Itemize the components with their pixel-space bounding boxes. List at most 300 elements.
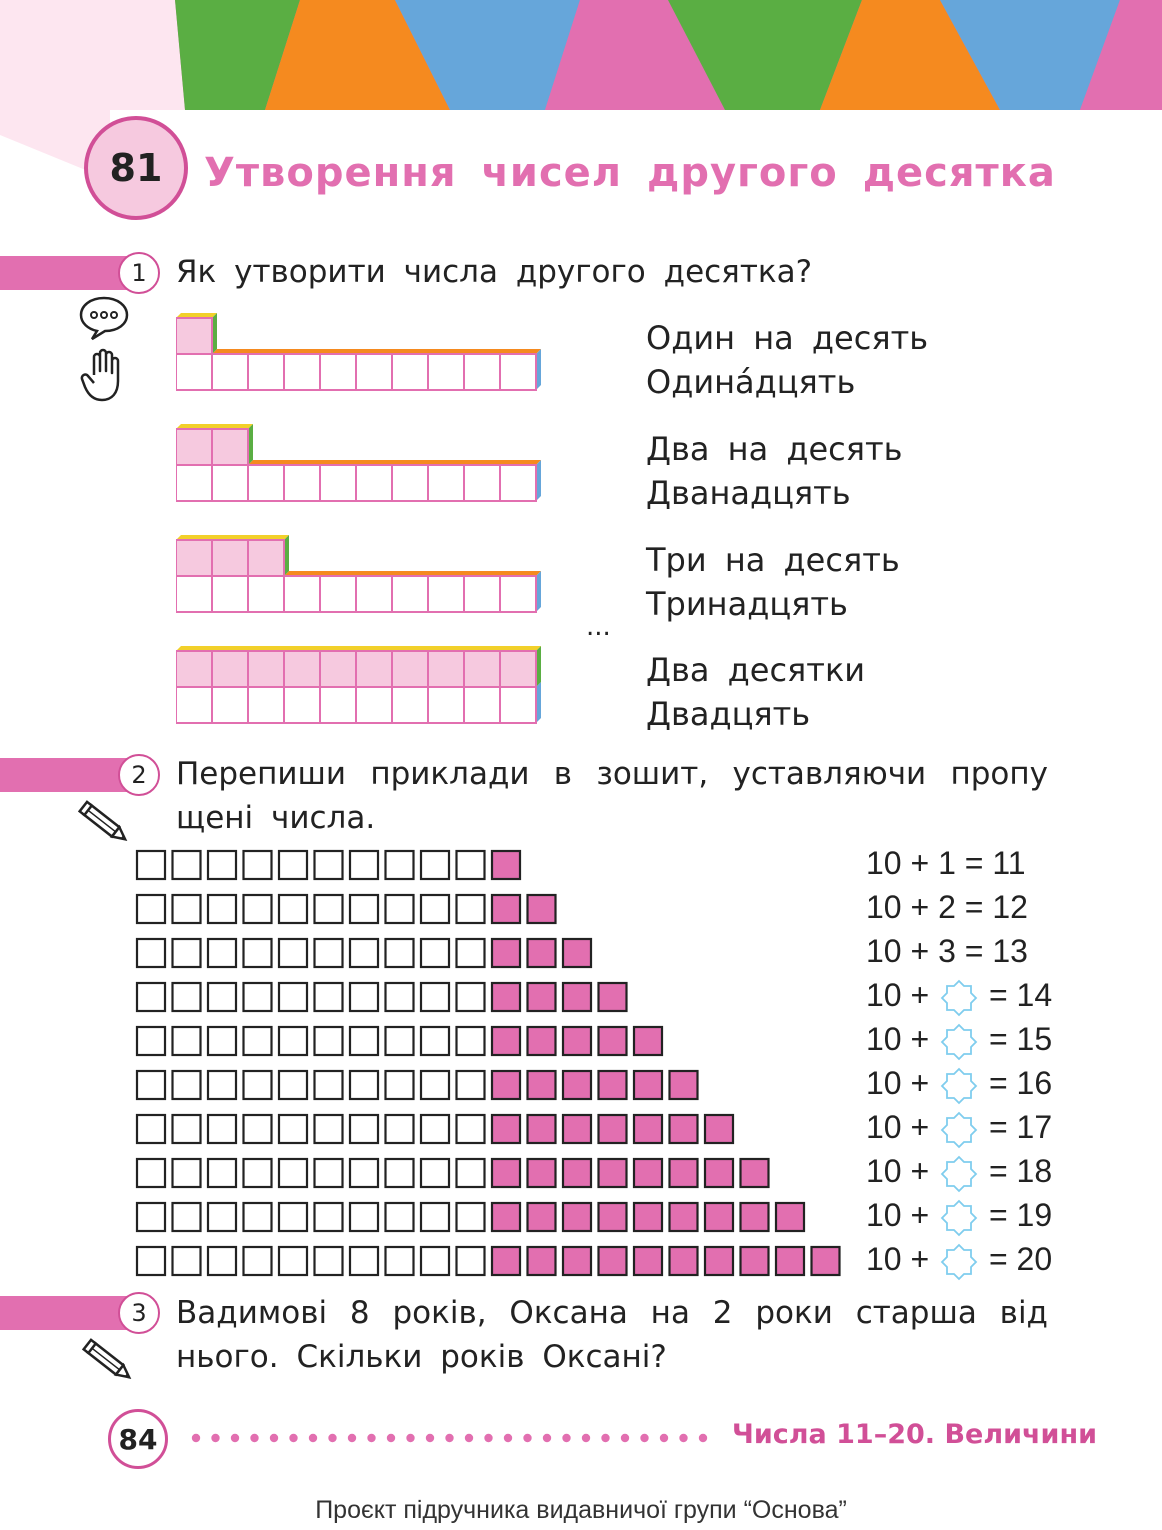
empty-square (279, 983, 307, 1011)
empty-square (279, 939, 307, 967)
ten-bar-cell (212, 354, 248, 390)
empty-square (208, 939, 236, 967)
empty-square (386, 895, 414, 923)
leader-dot (562, 1434, 570, 1442)
page-number: 84 (108, 1409, 168, 1469)
filled-square (492, 939, 520, 967)
sum: 15 (1016, 1021, 1053, 1057)
leader-dot (445, 1434, 453, 1442)
filled-square (741, 1159, 769, 1187)
leader-dot (309, 1434, 317, 1442)
empty-square (386, 939, 414, 967)
leader-dot (348, 1434, 356, 1442)
empty-square (173, 1115, 201, 1143)
blank-star-icon[interactable] (940, 1067, 978, 1105)
leader-dot (679, 1434, 687, 1442)
filled-square (528, 1203, 556, 1231)
equation-row: 10 + 1 = 11 (866, 845, 1026, 881)
addend-a: 10 (866, 1109, 902, 1145)
empty-square (244, 851, 272, 879)
unit-cube (248, 651, 284, 687)
unit-cube (500, 651, 536, 687)
empty-square (457, 1115, 485, 1143)
empty-square (208, 895, 236, 923)
equations-list (866, 841, 1052, 1281)
equation-row: 10 + = 15 (866, 1017, 1052, 1061)
leader-dot (582, 1434, 590, 1442)
unit-cube (212, 429, 248, 465)
ten-bar-cell (212, 687, 248, 723)
filled-square (563, 1247, 591, 1275)
task2-bar (0, 758, 135, 792)
empty-square (173, 1159, 201, 1187)
empty-square (208, 983, 236, 1011)
empty-square (208, 1027, 236, 1055)
hand-icon (80, 345, 130, 403)
ten-bar-cell (320, 687, 356, 723)
empty-square (421, 1115, 449, 1143)
caption-3-line1: Три на десять (646, 541, 900, 579)
filled-square (528, 1159, 556, 1187)
unit-cube (176, 429, 212, 465)
blank-star-icon[interactable] (940, 1243, 978, 1281)
filled-square (492, 1203, 520, 1231)
pencil-icon (80, 1336, 136, 1388)
task1-bar (0, 256, 135, 290)
ten-bar-cell (248, 687, 284, 723)
unit-cube (356, 651, 392, 687)
leader-dot (231, 1434, 239, 1442)
sum: 13 (992, 933, 1028, 969)
ten-bar-cell (500, 576, 536, 612)
ten-bar-cell (320, 465, 356, 501)
ten-bar-cell (320, 354, 356, 390)
filled-square (492, 1247, 520, 1275)
empty-square (457, 983, 485, 1011)
unit-cube (248, 540, 284, 576)
addend-a: 10 (866, 889, 902, 925)
empty-square (208, 1247, 236, 1275)
empty-square (279, 1071, 307, 1099)
filled-square (563, 1071, 591, 1099)
filled-square (563, 1203, 591, 1231)
filled-square (528, 895, 556, 923)
blank-star-icon[interactable] (940, 1155, 978, 1193)
ten-bar-cell (284, 576, 320, 612)
addend-a: 10 (866, 1241, 902, 1277)
ten-bar-cell (248, 576, 284, 612)
empty-square (386, 1115, 414, 1143)
filled-square (741, 1203, 769, 1231)
top-banner (0, 0, 1162, 110)
squares-row (137, 1115, 733, 1143)
empty-square (457, 1071, 485, 1099)
empty-square (173, 939, 201, 967)
filled-square (705, 1159, 733, 1187)
empty-square (173, 983, 201, 1011)
empty-square (137, 1071, 165, 1099)
ten-bar-cell (464, 687, 500, 723)
ten-bar-cell (392, 354, 428, 390)
task1-number: 1 (118, 252, 160, 294)
empty-square (457, 939, 485, 967)
lesson-number-badge: 81 (84, 116, 188, 220)
empty-square (137, 851, 165, 879)
empty-square (421, 851, 449, 879)
unit-cube (212, 540, 248, 576)
tens-bar-group (176, 535, 541, 612)
empty-square (386, 1159, 414, 1187)
caption-2-line1: Два на десять (646, 430, 903, 468)
squares-row (137, 1027, 662, 1055)
ten-bar-cell (248, 354, 284, 390)
filled-square (634, 1159, 662, 1187)
empty-square (279, 1159, 307, 1187)
leader-dot (406, 1434, 414, 1442)
ten-bar-cell (500, 465, 536, 501)
empty-square (315, 1027, 343, 1055)
leader-dot (601, 1434, 609, 1442)
task3-text-line1: Вадимові 8 років, Оксана на 2 роки старша від (176, 1295, 1048, 1331)
empty-square (457, 895, 485, 923)
empty-square (208, 1159, 236, 1187)
empty-square (457, 1027, 485, 1055)
task2-text-line1: Перепиши приклади в зошит, уставляючи пропу (176, 756, 1048, 792)
empty-square (173, 1027, 201, 1055)
filled-square (599, 1115, 627, 1143)
filled-square (634, 1247, 662, 1275)
filled-square (492, 1071, 520, 1099)
speech-bubble-icon (78, 295, 130, 341)
ten-bar-cell (284, 687, 320, 723)
empty-square (350, 1159, 378, 1187)
empty-square (208, 851, 236, 879)
unit-cube (392, 651, 428, 687)
empty-square (137, 983, 165, 1011)
empty-square (386, 983, 414, 1011)
task3-number: 3 (118, 1292, 160, 1334)
caption-3-line2: Тринадцять (646, 585, 848, 623)
sum: 14 (1016, 977, 1053, 1013)
addend-a: 10 (866, 1153, 902, 1189)
filled-square (599, 1159, 627, 1187)
sum: 19 (1016, 1197, 1053, 1233)
empty-square (350, 1203, 378, 1231)
addend-a: 10 (866, 977, 902, 1013)
filled-square (563, 1027, 591, 1055)
equation-row: 10 + = 17 (866, 1105, 1052, 1149)
empty-square (315, 1071, 343, 1099)
ten-bar-cell (392, 687, 428, 723)
equation-row: 10 + 3 = 13 (866, 933, 1028, 969)
ten-bar-cell (428, 687, 464, 723)
filled-square (528, 1115, 556, 1143)
squares-row (137, 851, 520, 879)
empty-square (421, 895, 449, 923)
equation-row: 10 + = 18 (866, 1149, 1052, 1193)
tens-bar-group (176, 424, 541, 501)
tens-bars-illustration (176, 310, 556, 735)
addend-a: 10 (866, 1065, 902, 1101)
empty-square (244, 1027, 272, 1055)
filled-square (492, 895, 520, 923)
filled-square (670, 1159, 698, 1187)
filled-square (492, 983, 520, 1011)
counting-squares-grid (135, 847, 849, 1291)
section-title: Числа 11–20. Величини (732, 1419, 1098, 1450)
empty-square (173, 851, 201, 879)
sum: 17 (1016, 1109, 1053, 1145)
empty-square (137, 1159, 165, 1187)
empty-square (421, 939, 449, 967)
squares-row (137, 939, 591, 967)
filled-square (705, 1247, 733, 1275)
equation-row: 10 + = 19 (866, 1193, 1052, 1237)
addend-a: 10 (866, 933, 902, 969)
unit-cube (176, 318, 212, 354)
empty-square (350, 1071, 378, 1099)
leader-dot (289, 1434, 297, 1442)
filled-square (776, 1203, 804, 1231)
ten-bar-cell (500, 687, 536, 723)
dotted-leader (190, 1431, 720, 1445)
leader-dot (211, 1434, 219, 1442)
ten-bar-cell (464, 354, 500, 390)
filled-square (670, 1247, 698, 1275)
filled-square (528, 939, 556, 967)
empty-square (457, 851, 485, 879)
publisher-credit: Проєкт підручника видавничої групи “Основа” (315, 1496, 847, 1524)
empty-square (350, 1115, 378, 1143)
ten-bar-cell (284, 354, 320, 390)
caption-1-line1: Один на десять (646, 319, 929, 357)
addend-b: 3 (938, 933, 956, 969)
ten-bar-cell (392, 576, 428, 612)
empty-square (244, 1115, 272, 1143)
filled-square (599, 1071, 627, 1099)
empty-square (315, 895, 343, 923)
empty-square (315, 851, 343, 879)
task3-bar (0, 1296, 135, 1330)
filled-square (492, 1115, 520, 1143)
leader-dot (543, 1434, 551, 1442)
filled-square (812, 1247, 840, 1275)
ten-bar-cell (212, 576, 248, 612)
leader-dot (465, 1434, 473, 1442)
unit-cube (320, 651, 356, 687)
caption-4-line2: Двадцять (646, 695, 811, 733)
equation-row: 10 + 2 = 12 (866, 889, 1028, 925)
leader-dot (699, 1434, 707, 1442)
ten-bar-cell (176, 576, 212, 612)
addend-a: 10 (866, 1021, 902, 1057)
addend-b: 2 (938, 889, 956, 925)
squares-row (137, 1159, 769, 1187)
empty-square (350, 1027, 378, 1055)
empty-square (173, 1203, 201, 1231)
sum: 11 (992, 845, 1026, 881)
leader-dot (250, 1434, 258, 1442)
filled-square (492, 1027, 520, 1055)
empty-square (457, 1159, 485, 1187)
equation-row: 10 + = 20 (866, 1237, 1052, 1281)
empty-square (315, 939, 343, 967)
filled-square (670, 1203, 698, 1231)
blank-star-icon[interactable] (940, 1023, 978, 1061)
empty-square (279, 851, 307, 879)
filled-square (528, 983, 556, 1011)
task1-question: Як утворити числа другого десятка? (176, 254, 813, 290)
empty-square (137, 1115, 165, 1143)
equation-row: 10 + = 16 (866, 1061, 1052, 1105)
empty-square (457, 1247, 485, 1275)
addend-a: 10 (866, 845, 902, 881)
ten-bar-cell (176, 465, 212, 501)
squares-row (137, 1071, 698, 1099)
ten-bar-cell (356, 576, 392, 612)
empty-square (244, 1159, 272, 1187)
caption-2-line2: Дванадцять (646, 474, 851, 512)
filled-square (670, 1071, 698, 1099)
filled-square (634, 1071, 662, 1099)
squares-row (137, 1203, 804, 1231)
filled-square (705, 1203, 733, 1231)
empty-square (386, 1027, 414, 1055)
filled-square (528, 1071, 556, 1099)
ten-bar-cell (248, 465, 284, 501)
ten-bar-cell (464, 465, 500, 501)
ten-bar-cell (464, 576, 500, 612)
ten-bar-cell (428, 576, 464, 612)
empty-square (208, 1071, 236, 1099)
blank-star-icon[interactable] (940, 1199, 978, 1237)
empty-square (173, 1071, 201, 1099)
filled-square (492, 851, 520, 879)
blank-star-icon[interactable] (940, 1111, 978, 1149)
empty-square (137, 895, 165, 923)
empty-square (244, 983, 272, 1011)
empty-square (279, 1115, 307, 1143)
empty-square (315, 1159, 343, 1187)
leader-dot (484, 1434, 492, 1442)
unit-cube (176, 651, 212, 687)
squares-row (137, 983, 627, 1011)
sum: 12 (992, 889, 1028, 925)
filled-square (634, 1027, 662, 1055)
addend-a: 10 (866, 1197, 902, 1233)
empty-square (244, 1071, 272, 1099)
tens-bar-group (176, 313, 541, 390)
empty-square (208, 1115, 236, 1143)
addend-b: 1 (938, 845, 956, 881)
filled-square (670, 1115, 698, 1143)
empty-square (137, 939, 165, 967)
unit-cube (176, 540, 212, 576)
unit-cube (284, 651, 320, 687)
ten-bar-cell (212, 465, 248, 501)
leader-dot (328, 1434, 336, 1442)
empty-square (137, 1027, 165, 1055)
empty-square (315, 983, 343, 1011)
sum: 16 (1016, 1065, 1053, 1101)
ten-bar-cell (356, 465, 392, 501)
empty-square (279, 1027, 307, 1055)
empty-square (173, 1247, 201, 1275)
empty-square (244, 1203, 272, 1231)
filled-square (563, 1115, 591, 1143)
unit-cube (428, 651, 464, 687)
ten-bar-cell (356, 687, 392, 723)
empty-square (173, 895, 201, 923)
filled-square (528, 1247, 556, 1275)
ten-bar-cell (356, 354, 392, 390)
squares-row (137, 895, 556, 923)
empty-square (244, 895, 272, 923)
leader-dot (192, 1434, 200, 1442)
leader-dot (426, 1434, 434, 1442)
sum: 20 (1016, 1241, 1053, 1277)
squares-svg (135, 847, 849, 1287)
filled-square (528, 1027, 556, 1055)
ten-bar-cell (500, 354, 536, 390)
filled-square (599, 1203, 627, 1231)
ten-bar-cell (284, 465, 320, 501)
empty-square (421, 1071, 449, 1099)
filled-square (599, 1027, 627, 1055)
task3-text-line2: нього. Скільки років Оксані? (176, 1339, 667, 1375)
empty-square (279, 1247, 307, 1275)
filled-square (599, 983, 627, 1011)
unit-cube (212, 651, 248, 687)
task2-text-line2: щені числа. (176, 800, 376, 836)
lesson-title: Утворення чисел другого десятка (204, 150, 1056, 196)
leader-dot (387, 1434, 395, 1442)
filled-square (599, 1247, 627, 1275)
filled-square (563, 939, 591, 967)
filled-square (563, 1159, 591, 1187)
empty-square (421, 1247, 449, 1275)
empty-square (386, 851, 414, 879)
empty-square (315, 1203, 343, 1231)
ten-bar-cell (320, 576, 356, 612)
empty-square (350, 851, 378, 879)
caption-1-line2: Одина́дцять (646, 363, 856, 401)
empty-square (315, 1247, 343, 1275)
filled-square (634, 1115, 662, 1143)
ten-bar-cell (176, 354, 212, 390)
empty-square (350, 939, 378, 967)
leader-dot (621, 1434, 629, 1442)
pencil-icon (76, 798, 132, 850)
caption-4-line1: Два десятки (646, 651, 866, 689)
leader-dot (523, 1434, 531, 1442)
empty-square (421, 1027, 449, 1055)
squares-row (137, 1247, 840, 1275)
ten-bar-cell (392, 465, 428, 501)
empty-square (208, 1203, 236, 1231)
filled-square (776, 1247, 804, 1275)
leader-dot (640, 1434, 648, 1442)
blank-star-icon[interactable] (940, 979, 978, 1017)
filled-square (741, 1247, 769, 1275)
empty-square (137, 1203, 165, 1231)
empty-square (279, 895, 307, 923)
empty-square (315, 1115, 343, 1143)
leader-dot (504, 1434, 512, 1442)
empty-square (244, 939, 272, 967)
unit-cube (464, 651, 500, 687)
empty-square (279, 1203, 307, 1231)
